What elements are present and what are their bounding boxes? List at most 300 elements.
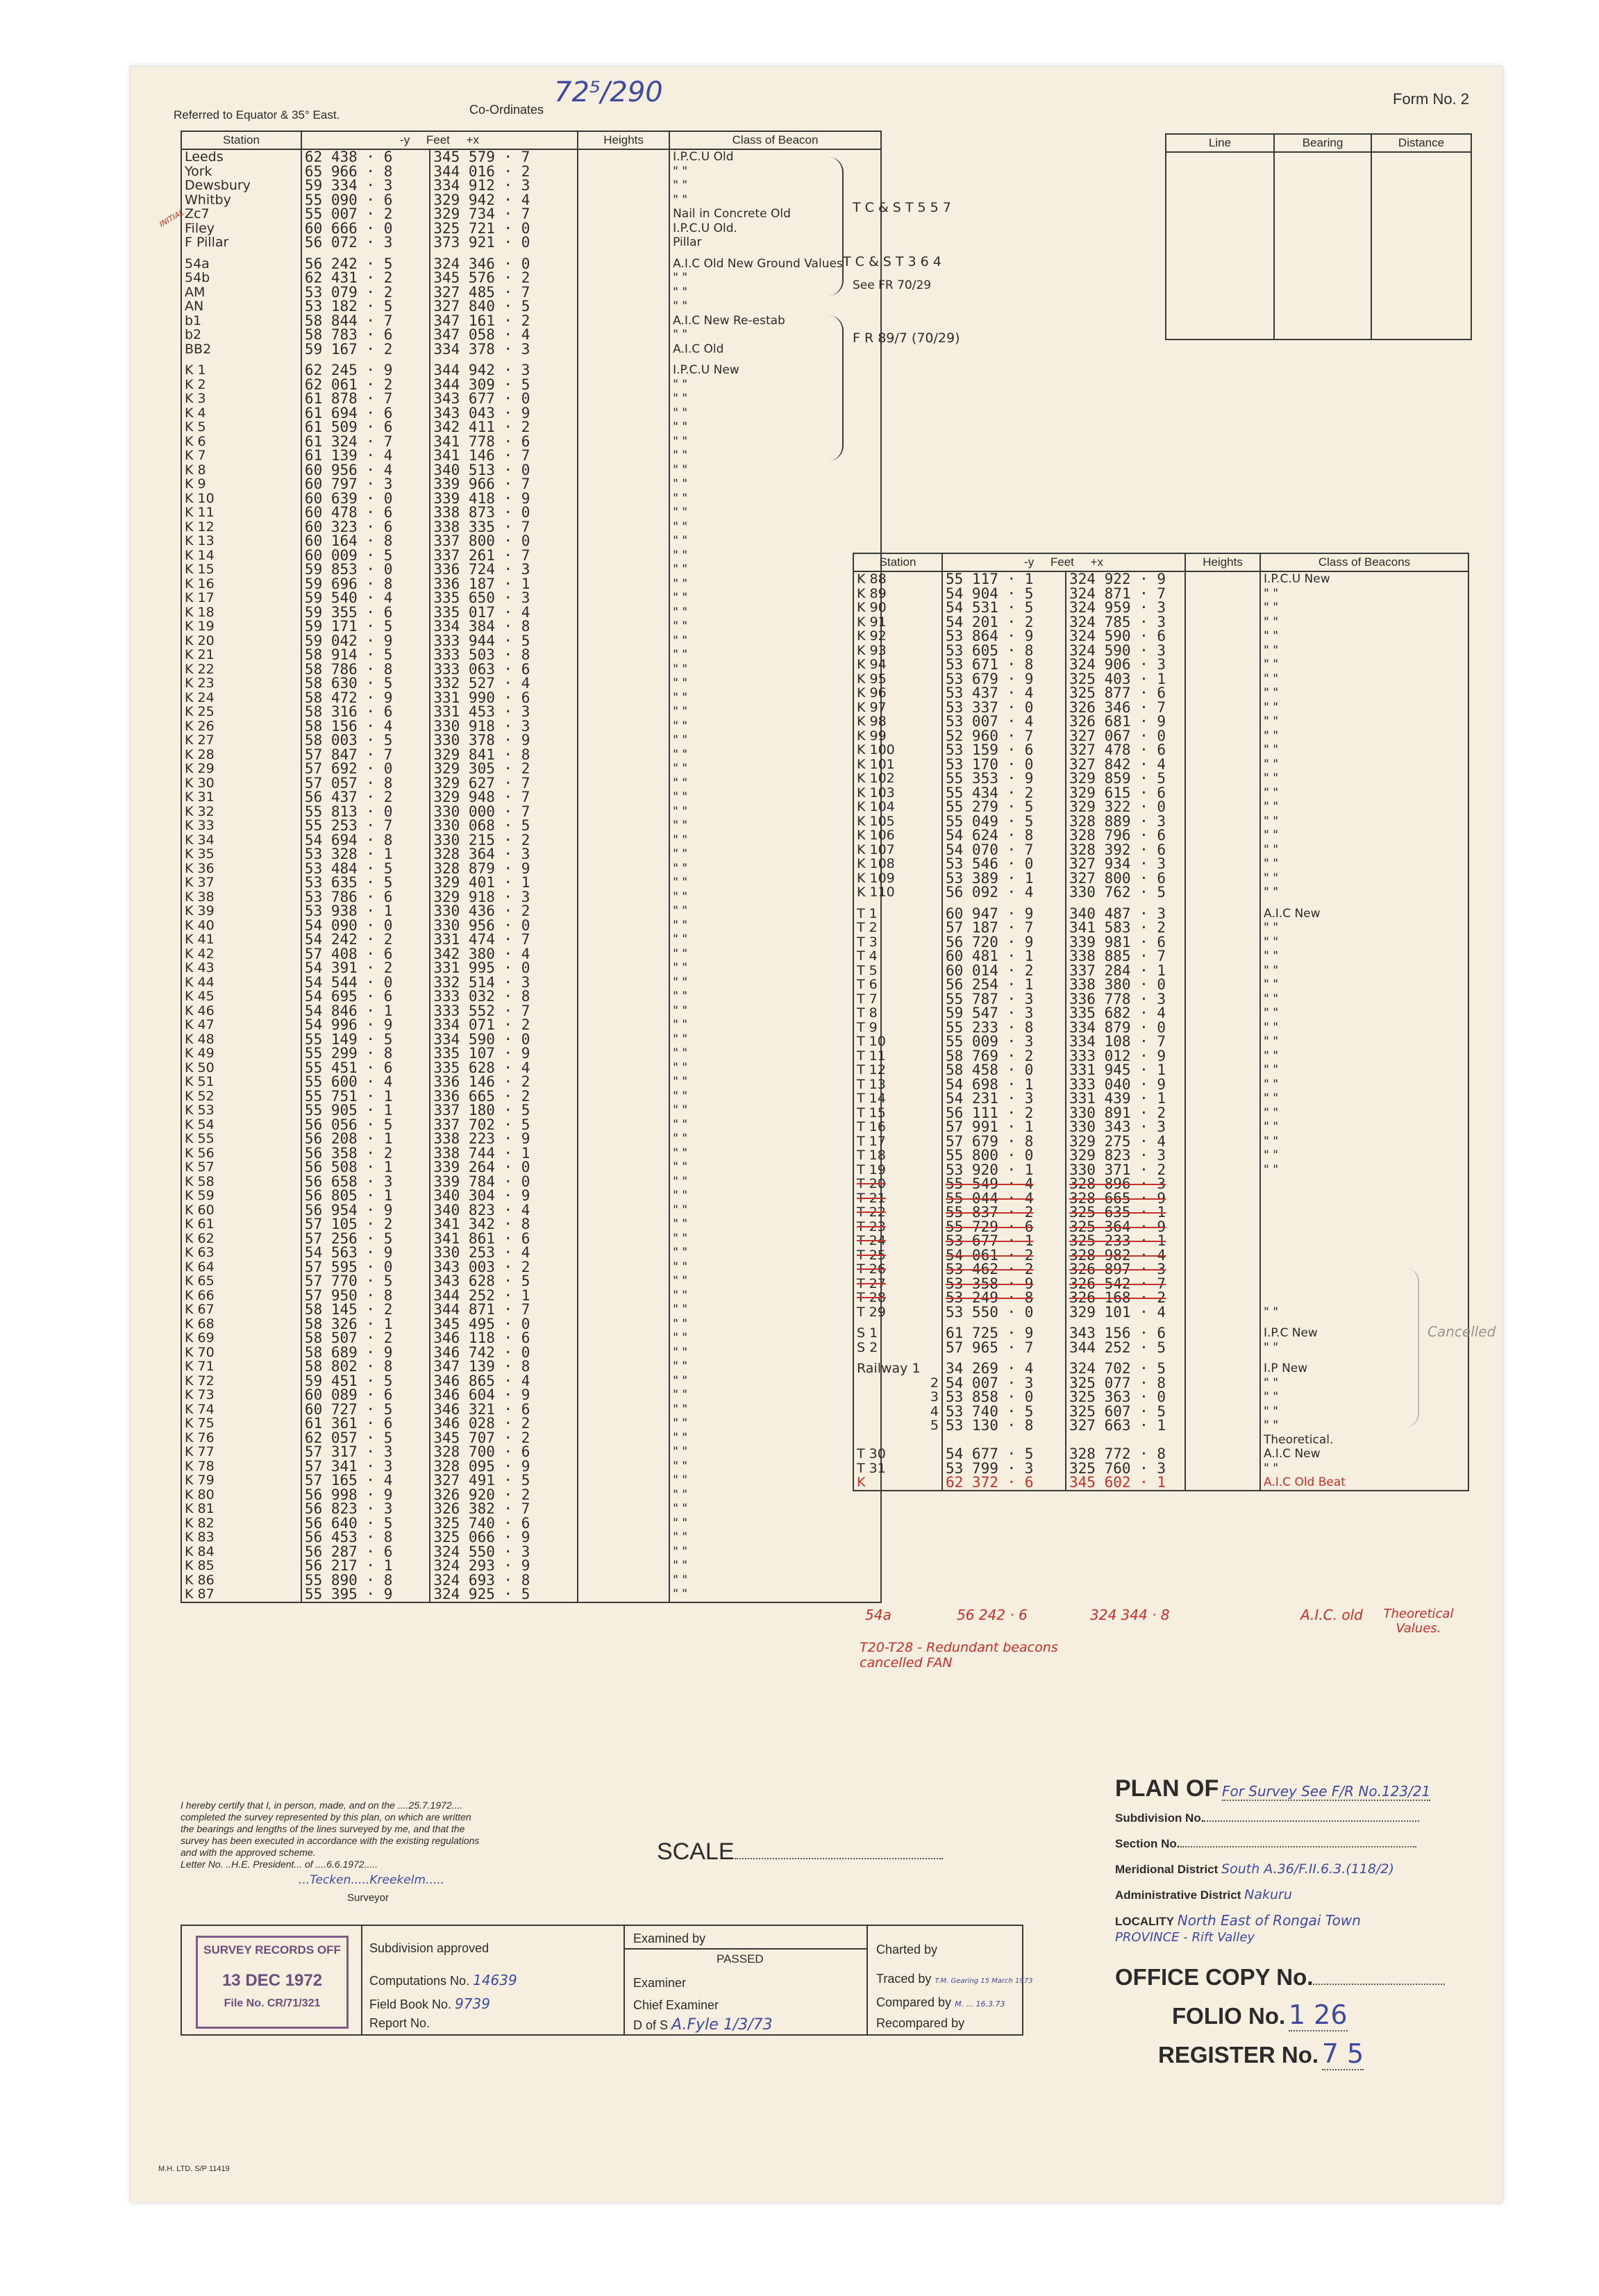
station-cell: K 43 bbox=[181, 961, 301, 975]
beacon-class-cell: " " bbox=[669, 1146, 881, 1161]
table-row bbox=[181, 271, 881, 285]
table-row bbox=[181, 676, 881, 691]
beacon-class-cell: I.P.C.U Old. bbox=[669, 221, 881, 236]
station-cell: T 20 bbox=[853, 1177, 942, 1191]
red-x-54a: 324 344 · 8 bbox=[1090, 1607, 1170, 1623]
x-coordinate-cell: 334 108 · 7 bbox=[1066, 1034, 1185, 1049]
y-coordinate-cell: 54 698 · 1 bbox=[942, 1078, 1066, 1092]
certificate-line: completed the survey represented by this plan, on which are written bbox=[181, 1811, 471, 1822]
station-cell: K 14 bbox=[181, 548, 301, 563]
station-cell: York bbox=[181, 165, 301, 179]
x-coordinate-cell: 335 650 · 3 bbox=[430, 591, 578, 605]
beacon-class-cell: " " bbox=[1260, 1418, 1468, 1433]
stamp-file-no: File No. CR/71/321 bbox=[224, 1997, 321, 2009]
x-coordinate-cell: 325 077 · 8 bbox=[1066, 1376, 1185, 1391]
x-coordinate-cell: 328 889 · 3 bbox=[1066, 814, 1185, 829]
x-coordinate-cell: 344 309 · 5 bbox=[430, 378, 578, 392]
section-line bbox=[1180, 1846, 1416, 1847]
height-cell bbox=[578, 1502, 669, 1516]
y-coordinate-cell: 60 323 · 6 bbox=[301, 520, 430, 535]
station-cell: K 9 bbox=[181, 477, 301, 492]
station-cell: K 30 bbox=[181, 776, 301, 791]
beacon-class-cell: " " bbox=[669, 505, 881, 520]
height-cell bbox=[1185, 1177, 1260, 1191]
red-y-54a: 56 242 · 6 bbox=[957, 1607, 1028, 1623]
height-cell bbox=[578, 819, 669, 833]
recompared-by: Recompared by bbox=[876, 2016, 965, 2030]
beacon-class-cell: " " bbox=[1260, 701, 1468, 715]
x-coordinate-cell: 331 990 · 6 bbox=[430, 691, 578, 705]
x-coordinate-cell: 332 514 · 3 bbox=[430, 975, 578, 990]
certificate-line: the bearings and lengths of the lines surveyed by me, and that the bbox=[181, 1823, 465, 1834]
station-cell: K 88 bbox=[853, 571, 942, 587]
y-coordinate-cell: 54 677 · 5 bbox=[942, 1447, 1066, 1461]
beacon-class-cell: " " bbox=[1260, 992, 1468, 1007]
beacon-class-cell: " " bbox=[669, 1587, 881, 1602]
x-coordinate-cell: 373 921 · 0 bbox=[430, 235, 578, 250]
y-coordinate-cell: 55 837 · 2 bbox=[942, 1205, 1066, 1220]
table-row bbox=[181, 1530, 881, 1545]
note-fr89: F R 89/7 (70/29) bbox=[853, 330, 960, 346]
height-cell bbox=[1185, 935, 1260, 950]
table-row bbox=[853, 1120, 1468, 1134]
x-coordinate-cell: 341 146 · 7 bbox=[430, 449, 578, 463]
beacon-class-cell: " " bbox=[1260, 786, 1468, 801]
height-cell bbox=[578, 1445, 669, 1459]
station-cell: K 76 bbox=[181, 1431, 301, 1446]
table-row bbox=[853, 615, 1468, 630]
table-row bbox=[853, 571, 1468, 587]
beacon-class-cell: " " bbox=[669, 1502, 881, 1516]
y-coordinate-cell: 59 853 · 0 bbox=[301, 562, 430, 577]
height-cell bbox=[1185, 1461, 1260, 1476]
y-coordinate-cell: 57 692 · 0 bbox=[301, 762, 430, 776]
beacon-class-cell: " " bbox=[1260, 1148, 1468, 1163]
beacon-class-cell: " " bbox=[669, 762, 881, 776]
y-coordinate-cell: 53 389 · 1 bbox=[942, 871, 1066, 886]
height-cell bbox=[578, 1331, 669, 1346]
x-coordinate-cell: 341 778 · 6 bbox=[430, 435, 578, 449]
y-coordinate-cell: 53 328 · 1 bbox=[301, 847, 430, 862]
table-row bbox=[853, 657, 1468, 672]
plan-of-value: For Survey See F/R No.123/21 bbox=[1221, 1783, 1431, 1800]
height-cell bbox=[578, 1260, 669, 1275]
beacon-class-cell bbox=[1260, 1291, 1468, 1305]
y-coordinate-cell: 60 089 · 6 bbox=[301, 1388, 430, 1402]
y-coordinate-cell: 62 245 · 9 bbox=[301, 363, 430, 378]
height-cell bbox=[578, 463, 669, 478]
subdivision-line bbox=[1204, 1820, 1419, 1822]
table-row bbox=[181, 1416, 881, 1431]
table-row bbox=[853, 714, 1468, 729]
beacon-class-cell: " " bbox=[669, 1559, 881, 1573]
y-coordinate-cell: 55 117 · 1 bbox=[942, 571, 1066, 587]
table-row bbox=[853, 1433, 1468, 1448]
table-row bbox=[181, 605, 881, 620]
y-coordinate-cell: 55 451 · 6 bbox=[301, 1061, 430, 1075]
table-row bbox=[853, 1191, 1468, 1206]
height-cell bbox=[578, 919, 669, 933]
beacon-class-cell: " " bbox=[669, 534, 881, 548]
x-coordinate-cell: 333 944 · 5 bbox=[430, 634, 578, 648]
x-coordinate-cell: 327 663 · 1 bbox=[1066, 1418, 1185, 1433]
beacon-class-cell: " " bbox=[669, 904, 881, 919]
station-cell: T 9 bbox=[853, 1021, 942, 1035]
table-row bbox=[181, 790, 881, 805]
left-table-body bbox=[181, 149, 881, 1602]
beacon-class-cell: " " bbox=[669, 875, 881, 890]
beacon-class-cell: " " bbox=[1260, 1091, 1468, 1106]
height-cell bbox=[578, 1018, 669, 1032]
height-cell bbox=[1185, 1205, 1260, 1220]
x-coordinate-cell: 324 922 · 9 bbox=[1066, 571, 1185, 587]
beacon-class-cell: " " bbox=[669, 1473, 881, 1488]
x-coordinate-cell: 331 474 · 7 bbox=[430, 932, 578, 947]
y-coordinate-cell: 58 507 · 2 bbox=[301, 1331, 430, 1346]
table-row bbox=[853, 1461, 1468, 1476]
x-coordinate-cell: 325 877 · 6 bbox=[1066, 686, 1185, 701]
surveyor-label: Surveyor bbox=[347, 1892, 390, 1904]
y-coordinate-cell: 61 878 · 7 bbox=[301, 392, 430, 406]
beacon-class-cell: " " bbox=[669, 449, 881, 463]
table-row bbox=[181, 648, 881, 662]
beacon-class-cell: " " bbox=[669, 1232, 881, 1246]
height-cell bbox=[578, 520, 669, 535]
height-cell bbox=[1185, 1021, 1260, 1035]
table-row bbox=[853, 743, 1468, 757]
table-row bbox=[853, 1205, 1468, 1220]
table-row bbox=[853, 921, 1468, 935]
beacon-class-cell: " " bbox=[1260, 644, 1468, 658]
y-header: -y bbox=[400, 133, 410, 146]
y-coordinate-cell: 58 783 · 6 bbox=[301, 328, 430, 342]
y-coordinate-cell: 58 914 · 5 bbox=[301, 648, 430, 662]
height-cell bbox=[578, 805, 669, 819]
y-coordinate-cell: 61 139 · 4 bbox=[301, 449, 430, 463]
beacon-class-cell: " " bbox=[669, 406, 881, 421]
station-cell: K 61 bbox=[181, 1217, 301, 1232]
table-row bbox=[181, 890, 881, 905]
y-coordinate-cell: 55 751 · 1 bbox=[301, 1089, 430, 1104]
height-cell bbox=[1185, 1078, 1260, 1092]
beacon-class-cell: " " bbox=[1260, 629, 1468, 644]
x-coordinate-cell: 342 380 · 4 bbox=[430, 947, 578, 962]
beacon-class-cell: " " bbox=[1260, 1134, 1468, 1149]
height-cell bbox=[578, 1431, 669, 1446]
table-row bbox=[181, 833, 881, 848]
height-cell bbox=[578, 285, 669, 300]
station-cell: K 34 bbox=[181, 833, 301, 848]
d-of-s-label bbox=[633, 2016, 773, 2034]
y-coordinate-cell: 53 864 · 9 bbox=[942, 629, 1066, 644]
height-cell bbox=[1185, 1148, 1260, 1163]
y-coordinate-cell: 56 072 · 3 bbox=[301, 235, 430, 250]
height-cell bbox=[578, 562, 669, 577]
table-row bbox=[181, 1203, 881, 1218]
beacon-class-cell: " " bbox=[1260, 743, 1468, 757]
beacon-class-cell: " " bbox=[1260, 1006, 1468, 1021]
x-coordinate-cell: 325 066 · 9 bbox=[430, 1530, 578, 1545]
y-coordinate-cell: 56 805 · 1 bbox=[301, 1189, 430, 1203]
height-cell bbox=[1185, 964, 1260, 978]
station-cell: K 78 bbox=[181, 1459, 301, 1474]
station-cell: K 102 bbox=[853, 771, 942, 786]
coordinate-header bbox=[942, 553, 1185, 571]
height-cell bbox=[1185, 615, 1260, 630]
beacon-class-cell: " " bbox=[669, 1346, 881, 1360]
y-coordinate-cell: 55 787 · 3 bbox=[942, 992, 1066, 1007]
station-cell: T 30 bbox=[853, 1447, 942, 1461]
y-coordinate-cell: 59 540 · 4 bbox=[301, 591, 430, 605]
table-row bbox=[181, 1317, 881, 1332]
height-cell bbox=[1185, 843, 1260, 857]
table-row bbox=[181, 1132, 881, 1146]
table-row bbox=[853, 1049, 1468, 1064]
height-cell bbox=[578, 1160, 669, 1175]
height-cell bbox=[1185, 644, 1260, 658]
y-coordinate-cell: 60 009 · 5 bbox=[301, 548, 430, 563]
beacon-class-cell: " " bbox=[1260, 1034, 1468, 1049]
y-coordinate-cell: 53 550 · 0 bbox=[942, 1305, 1066, 1320]
height-cell bbox=[578, 833, 669, 848]
letter-number: Letter No. ..H.E. President... of ....6.6.1972..... bbox=[181, 1859, 378, 1870]
height-cell bbox=[578, 1274, 669, 1289]
station-cell: K 85 bbox=[181, 1559, 301, 1573]
beacon-class-cell: " " bbox=[669, 1075, 881, 1089]
table-row bbox=[181, 1004, 881, 1019]
y-coordinate-cell: 56 092 · 4 bbox=[942, 885, 1066, 900]
beacon-class-cell: Pillar bbox=[669, 235, 881, 250]
compared-by-text: Compared by bbox=[876, 1995, 952, 2009]
beacon-class-cell: " " bbox=[669, 1274, 881, 1289]
station-cell: K 98 bbox=[853, 714, 942, 729]
station-cell: K 109 bbox=[853, 871, 942, 886]
beacon-class-cell: " " bbox=[669, 805, 881, 819]
beacon-class-cell: " " bbox=[669, 862, 881, 876]
y-coordinate-cell: 57 679 · 8 bbox=[942, 1134, 1066, 1149]
y-coordinate-cell: 57 991 · 1 bbox=[942, 1120, 1066, 1134]
height-cell bbox=[578, 1346, 669, 1360]
printer-imprint: M.H. LTD. S/P 11419 bbox=[158, 2165, 230, 2173]
station-cell: K 56 bbox=[181, 1146, 301, 1161]
height-cell bbox=[1185, 786, 1260, 801]
height-cell bbox=[578, 1075, 669, 1089]
y-coordinate-cell: 54 242 · 2 bbox=[301, 932, 430, 947]
table-row bbox=[853, 629, 1468, 644]
y-coordinate-cell: 58 844 · 7 bbox=[301, 314, 430, 328]
y-coordinate-cell: 60 164 · 8 bbox=[301, 534, 430, 548]
y-coordinate-cell: 55 009 · 3 bbox=[942, 1034, 1066, 1049]
certificate-line: and with the approved scheme. bbox=[181, 1847, 316, 1858]
station-cell: K 73 bbox=[181, 1388, 301, 1402]
height-cell bbox=[578, 1118, 669, 1132]
y-coordinate-cell: 55 729 · 6 bbox=[942, 1220, 1066, 1234]
beacon-class-cell: " " bbox=[1260, 1163, 1468, 1178]
station-cell: T 26 bbox=[853, 1262, 942, 1277]
table-row bbox=[181, 149, 881, 165]
x-coordinate-cell: 328 896 · 3 bbox=[1066, 1177, 1185, 1191]
x-coordinate-cell: 342 411 · 2 bbox=[430, 420, 578, 435]
x-coordinate-cell: 345 602 · 1 bbox=[1066, 1475, 1185, 1491]
station-cell: K 65 bbox=[181, 1274, 301, 1289]
height-cell bbox=[1185, 1433, 1260, 1448]
y-coordinate-cell: 56 658 · 3 bbox=[301, 1175, 430, 1189]
height-cell bbox=[578, 1374, 669, 1389]
table-row bbox=[181, 1388, 881, 1402]
station-cell: K 58 bbox=[181, 1175, 301, 1189]
coordinates-label: Co-Ordinates bbox=[469, 103, 544, 117]
passed-label: PASSED bbox=[717, 1952, 764, 1966]
beacon-class-cell: A.I.C New bbox=[1260, 1447, 1468, 1461]
line-bearing-table bbox=[1165, 133, 1472, 340]
beacon-class-cell: " " bbox=[669, 1061, 881, 1075]
x-coordinate-cell: 330 918 · 3 bbox=[430, 719, 578, 734]
y-coordinate-cell: 58 316 · 6 bbox=[301, 705, 430, 719]
height-cell bbox=[1185, 1106, 1260, 1121]
table-row bbox=[181, 961, 881, 975]
height-cell bbox=[578, 1103, 669, 1118]
table-row bbox=[181, 919, 881, 933]
x-coordinate-cell: 336 778 · 3 bbox=[1066, 992, 1185, 1007]
x-coordinate-cell: 324 785 · 3 bbox=[1066, 615, 1185, 630]
beacon-class-cell: " " bbox=[1260, 1021, 1468, 1035]
class-header: Class of Beacon bbox=[669, 131, 881, 149]
station-cell: K 41 bbox=[181, 932, 301, 947]
y-coordinate-cell: 56 640 · 5 bbox=[301, 1516, 430, 1531]
station-cell: T 31 bbox=[853, 1461, 942, 1476]
table-row bbox=[853, 1220, 1468, 1234]
table-row bbox=[181, 1118, 881, 1132]
height-cell bbox=[578, 1189, 669, 1203]
station-cell: K 7 bbox=[181, 449, 301, 463]
height-cell bbox=[1185, 1418, 1260, 1433]
table-row bbox=[181, 1459, 881, 1474]
x-coordinate-cell: 324 590 · 6 bbox=[1066, 629, 1185, 644]
station-cell: K 110 bbox=[853, 885, 942, 900]
meridional-label: Meridional District bbox=[1115, 1863, 1219, 1876]
table-row bbox=[853, 814, 1468, 829]
height-cell bbox=[578, 676, 669, 691]
table-row bbox=[181, 406, 881, 421]
x-coordinate-cell: 338 885 · 7 bbox=[1066, 949, 1185, 964]
x-coordinate-cell: 330 000 · 7 bbox=[430, 805, 578, 819]
y-coordinate-cell: 62 372 · 6 bbox=[942, 1475, 1066, 1491]
table-row bbox=[181, 285, 881, 300]
beacon-class-cell bbox=[1260, 1248, 1468, 1263]
height-cell bbox=[1185, 701, 1260, 715]
y-coordinate-cell: 59 696 · 8 bbox=[301, 577, 430, 592]
x-coordinate-cell: 331 945 · 1 bbox=[1066, 1063, 1185, 1078]
y-coordinate-cell: 53 546 · 0 bbox=[942, 857, 1066, 871]
height-cell bbox=[578, 1089, 669, 1104]
beacon-class-cell: " " bbox=[669, 1445, 881, 1459]
table-row bbox=[181, 1246, 881, 1260]
table-row bbox=[181, 477, 881, 492]
x-coordinate-cell: 346 604 · 9 bbox=[430, 1388, 578, 1402]
height-cell bbox=[578, 875, 669, 890]
height-cell bbox=[1185, 1341, 1260, 1355]
x-coordinate-cell: 326 897 · 3 bbox=[1066, 1262, 1185, 1277]
table-row bbox=[181, 875, 881, 890]
y-coordinate-cell: 61 725 · 9 bbox=[942, 1326, 1066, 1341]
y-coordinate-cell: 65 966 · 8 bbox=[301, 165, 430, 179]
x-coordinate-cell: 325 363 · 0 bbox=[1066, 1390, 1185, 1405]
x-coordinate-cell: 334 384 · 8 bbox=[430, 619, 578, 634]
x-coordinate-cell: 335 628 · 4 bbox=[430, 1061, 578, 1075]
x-coordinate-cell: 329 322 · 0 bbox=[1066, 800, 1185, 814]
y-coordinate-cell: 55 353 · 9 bbox=[942, 771, 1066, 786]
x-coordinate-cell: 339 418 · 9 bbox=[430, 492, 578, 506]
red-class-54a: A.I.C. old bbox=[1300, 1607, 1363, 1623]
y-coordinate-cell: 61 361 · 6 bbox=[301, 1416, 430, 1431]
table-row bbox=[181, 1587, 881, 1602]
table-row bbox=[853, 686, 1468, 701]
y-coordinate-cell: 53 182 · 5 bbox=[301, 299, 430, 314]
beacon-class-cell: " " bbox=[1260, 1305, 1468, 1320]
height-cell bbox=[578, 577, 669, 592]
station-cell: K 68 bbox=[181, 1317, 301, 1332]
height-cell bbox=[1185, 1191, 1260, 1206]
height-cell bbox=[578, 1559, 669, 1573]
beacon-class-cell: Nail in Concrete Old bbox=[669, 207, 881, 221]
station-cell: F Pillar bbox=[181, 235, 301, 250]
y-coordinate-cell: 57 595 · 0 bbox=[301, 1260, 430, 1275]
x-coordinate-cell: 345 495 · 0 bbox=[430, 1317, 578, 1332]
examined-by: Examined by bbox=[633, 1932, 706, 1945]
height-cell bbox=[1185, 800, 1260, 814]
table-row bbox=[181, 1374, 881, 1389]
station-cell: K 10 bbox=[181, 492, 301, 506]
station-cell: K 48 bbox=[181, 1032, 301, 1047]
station-cell: K 105 bbox=[853, 814, 942, 829]
station-cell: T 15 bbox=[853, 1106, 942, 1121]
y-coordinate-cell: 53 079 · 2 bbox=[301, 285, 430, 300]
x-coordinate-cell: 329 859 · 5 bbox=[1066, 771, 1185, 786]
station-cell: K 33 bbox=[181, 819, 301, 833]
beacon-class-cell: " " bbox=[669, 492, 881, 506]
station-cell: K 35 bbox=[181, 847, 301, 862]
y-coordinate-cell: 62 057 · 5 bbox=[301, 1431, 430, 1446]
beacon-class-cell: " " bbox=[669, 1032, 881, 1047]
height-cell bbox=[578, 1402, 669, 1417]
station-cell: K bbox=[853, 1475, 942, 1491]
province-value: PROVINCE - Rift Valley bbox=[1115, 1930, 1255, 1945]
beacon-class-cell: " " bbox=[669, 1416, 881, 1431]
beacon-class-cell: " " bbox=[1260, 1120, 1468, 1134]
y-coordinate-cell: 54 996 · 9 bbox=[301, 1018, 430, 1032]
station-cell: T 29 bbox=[853, 1305, 942, 1320]
beacon-class-cell: " " bbox=[669, 691, 881, 705]
y-coordinate-cell: 55 049 · 5 bbox=[942, 814, 1066, 829]
x-coordinate-cell: 324 959 · 3 bbox=[1066, 601, 1185, 615]
y-coordinate-cell: 57 057 · 8 bbox=[301, 776, 430, 791]
station-cell: K 32 bbox=[181, 805, 301, 819]
station-cell: T 7 bbox=[853, 992, 942, 1007]
x-coordinate-cell: 324 346 · 0 bbox=[430, 257, 578, 271]
field-book-label bbox=[369, 1995, 490, 2012]
y-coordinate-cell: 53 635 · 5 bbox=[301, 875, 430, 890]
table-row bbox=[181, 862, 881, 876]
x-coordinate-cell: 330 436 · 2 bbox=[430, 904, 578, 919]
y-coordinate-cell: 57 317 · 3 bbox=[301, 1445, 430, 1459]
beacon-class-cell bbox=[1260, 1262, 1468, 1277]
height-cell bbox=[578, 149, 669, 165]
office-copy-label: OFFICE COPY No. bbox=[1115, 1964, 1314, 1990]
x-coordinate-cell: 329 841 · 8 bbox=[430, 748, 578, 762]
station-cell: K 93 bbox=[853, 644, 942, 658]
height-cell bbox=[578, 989, 669, 1004]
height-cell bbox=[578, 435, 669, 449]
